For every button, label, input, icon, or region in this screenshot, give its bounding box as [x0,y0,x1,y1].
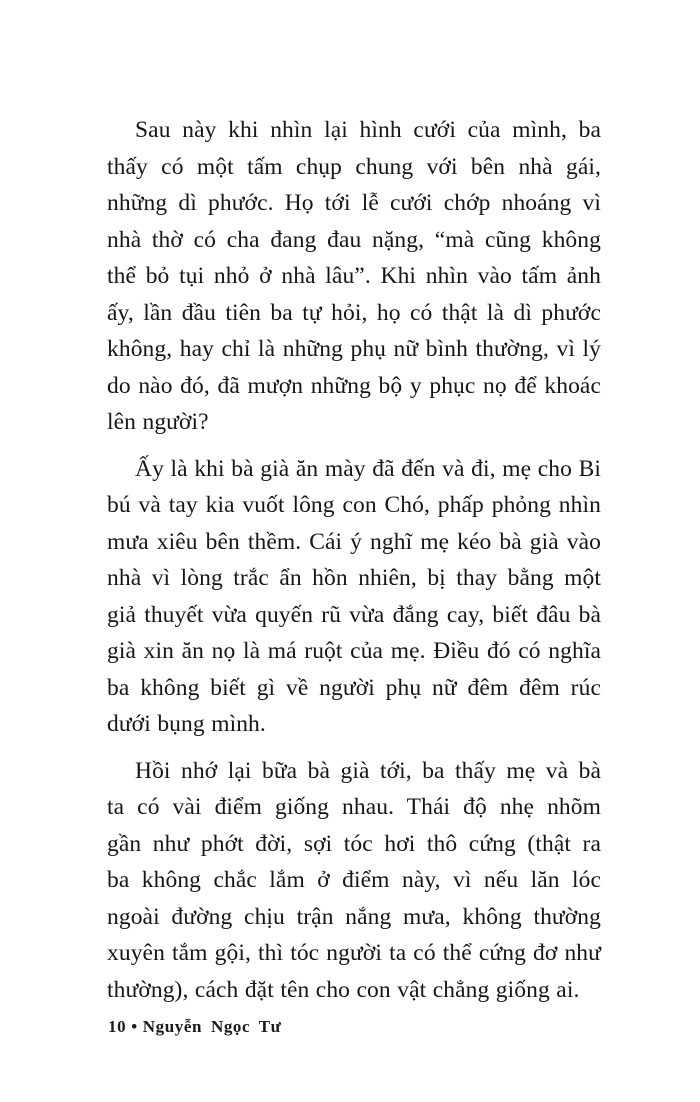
paragraph-1 [107,112,601,441]
text-line: không, hay chỉ là những phụ nữ bình thường, vì lý [107,336,601,362]
text-line: ấy, lần đầu tiên ba tự hỏi, họ có thật là dì phước [107,299,601,326]
text-line: những dì phước. Họ tới lễ cưới chớp nhoáng vì [107,190,601,216]
text-line: giả thuyết vừa quyến rũ vừa đắng cay, biết đâu bà [107,601,601,628]
text-line: ba không biết gì về người phụ nữ đêm đêm rúc [107,674,601,701]
text-line: xuyên tắm gội, thì tóc người ta có thể cứng đơ như [107,940,601,966]
book-page-body [107,112,601,1018]
text-line: nhà vì lòng trắc ẩn hồn nhiên, bị thay bằng một [107,565,601,591]
page-number: 10 [108,1017,127,1036]
author-name: Nguyễn Ngọc Tư [142,1017,282,1036]
text-line: do nào đó, đã mượn những bộ y phục nọ để khoác [107,372,601,399]
text-line: Ấy là khi bà già ăn mày đã đến và đi, mẹ cho Bi [135,455,601,482]
text-line: già xin ăn nọ là má ruột của mẹ. Điều đó có nghĩa [107,638,601,664]
text-line: Hồi nhớ lại bữa bà già tới, ba thấy mẹ và bà [135,757,601,784]
text-line: ta có vài điểm giống nhau. Thái độ nhẹ nhõm [107,794,601,820]
bullet-separator-icon: • [131,1017,138,1036]
page-footer [108,1017,281,1037]
text-line: thể bỏ tụi nhỏ ở nhà lâu”. Khi nhìn vào tấm ảnh [107,263,601,289]
paragraph-2 [107,451,601,743]
text-line: lên người? [107,409,209,435]
text-line: bú và tay kia vuốt lông con Chó, phấp phỏng nhìn [107,492,601,518]
text-line: mưa xiêu bên thềm. Cái ý nghĩ mẹ kéo bà già vào [107,528,601,555]
paragraph-3 [107,753,601,1009]
text-line: thường), cách đặt tên cho con vật chẳng giống ai. [107,976,580,1003]
text-line: gần như phớt đời, sợi tóc hơi thô cứng (thật ra [107,830,601,857]
text-line: ngoài đường chịu trận nắng mưa, không thường [107,903,601,930]
text-line: dưới bụng mình. [107,711,266,737]
text-line: ba không chắc lắm ở điểm này, vì nếu lăn lóc [107,867,601,893]
text-line: Sau này khi nhìn lại hình cưới của mình, ba [135,117,601,143]
text-line: nhà thờ có cha đang đau nặng, “mà cũng không [107,226,601,253]
text-line: thấy có một tấm chụp chung với bên nhà gái, [107,153,601,180]
